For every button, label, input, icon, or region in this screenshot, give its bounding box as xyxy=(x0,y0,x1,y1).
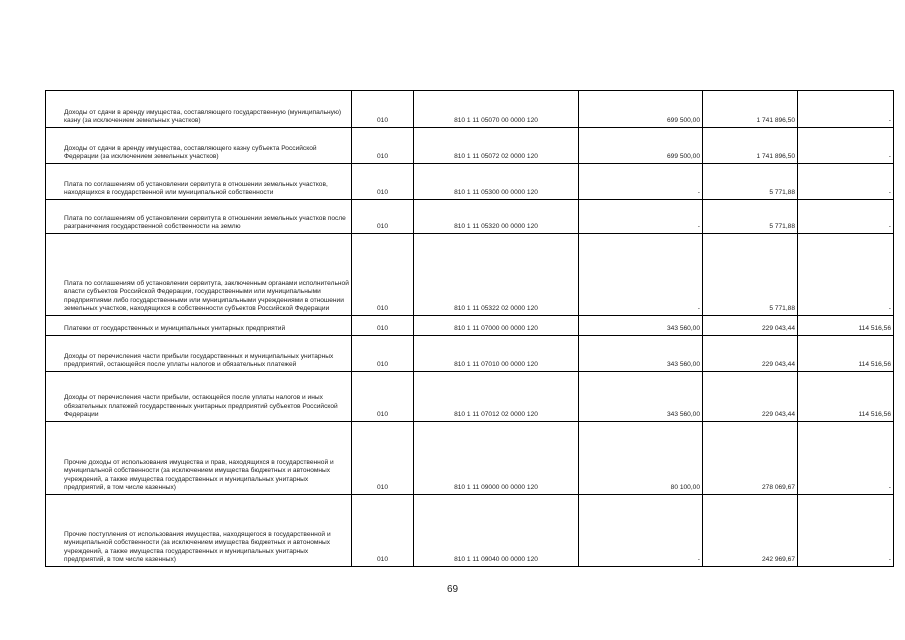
row-plan: 343 560,00 xyxy=(579,316,703,336)
row-code: 010 xyxy=(352,372,414,422)
row-code: 010 xyxy=(352,495,414,567)
row-fact: 242 969,67 xyxy=(703,495,798,567)
row-fact: 229 043,44 xyxy=(703,336,798,372)
row-remainder: - xyxy=(798,164,894,200)
row-kbk: 810 1 11 07010 00 0000 120 xyxy=(414,336,579,372)
row-kbk: 810 1 11 09040 00 0000 120 xyxy=(414,495,579,567)
row-plan: - xyxy=(579,200,703,234)
revenue-table xyxy=(45,90,894,567)
row-kbk: 810 1 11 05300 00 0000 120 xyxy=(414,164,579,200)
table-row xyxy=(46,164,894,200)
row-plan: 699 500,00 xyxy=(579,91,703,128)
row-code: 010 xyxy=(352,234,414,316)
row-name: Прочие доходы от использования имущества и прав, находящихся в государственной и муниципальной собственности (за исключением имущества бюджетных и автономных учреждений, а также имущества государственных и муниципальных унитарных предприятий, в том числе казенных) xyxy=(46,422,352,495)
page-number: 69 xyxy=(446,584,459,595)
row-kbk: 810 1 11 07000 00 0000 120 xyxy=(414,316,579,336)
table-row xyxy=(46,495,894,567)
row-code: 010 xyxy=(352,316,414,336)
row-remainder: - xyxy=(798,422,894,495)
table-row xyxy=(46,422,894,495)
row-fact: 1 741 896,50 xyxy=(703,91,798,128)
row-name: Плата по соглашениям об установлении сервитута, заключенным органами исполнительной власти субъектов Российской Федерации, государственными или муниципальными предприятиями либо государственными или муниципальными учреждениями в отношении земельных участков, находящихся в собственности субъектов Российской Федерации xyxy=(46,234,352,316)
row-remainder: - xyxy=(798,495,894,567)
row-plan: - xyxy=(579,234,703,316)
row-remainder: - xyxy=(798,234,894,316)
row-kbk: 810 1 11 09000 00 0000 120 xyxy=(414,422,579,495)
row-plan: 343 560,00 xyxy=(579,372,703,422)
row-fact: 278 069,67 xyxy=(703,422,798,495)
row-name: Плата по соглашениям об установлении сервитута в отношении земельных участков после разграничения государственной собственности на землю xyxy=(46,200,352,234)
row-remainder: 114 516,56 xyxy=(798,372,894,422)
table-row xyxy=(46,91,894,128)
row-fact: 229 043,44 xyxy=(703,372,798,422)
row-remainder: 114 516,56 xyxy=(798,316,894,336)
row-plan: 699 500,00 xyxy=(579,128,703,164)
row-code: 010 xyxy=(352,128,414,164)
row-name: Доходы от перечисления части прибыли, остающейся после уплаты налогов и иных обязательных платежей государственных унитарных предприятий субъектов Российской Федерации xyxy=(46,372,352,422)
row-name: Прочие поступления от использования имущества, находящегося в государственной и муниципальной собственности (за исключением имущества бюджетных и автономных учреждений, а также имущества государственных и муниципальных унитарных предприятий, в том числе казенных) xyxy=(46,495,352,567)
row-name: Плата по соглашениям об установлении сервитута в отношении земельных участков, находящихся в государственной или муниципальной собственности xyxy=(46,164,352,200)
row-name: Доходы от перечисления части прибыли государственных и муниципальных унитарных предприятий, остающейся после уплаты налогов и обязательных платежей xyxy=(46,336,352,372)
row-remainder: - xyxy=(798,200,894,234)
row-code: 010 xyxy=(352,164,414,200)
table-row xyxy=(46,336,894,372)
row-fact: 5 771,88 xyxy=(703,164,798,200)
row-kbk: 810 1 11 05320 00 0000 120 xyxy=(414,200,579,234)
row-plan: - xyxy=(579,495,703,567)
row-code: 010 xyxy=(352,422,414,495)
table-row xyxy=(46,200,894,234)
table-row xyxy=(46,234,894,316)
row-fact: 5 771,88 xyxy=(703,234,798,316)
row-kbk: 810 1 11 05072 02 0000 120 xyxy=(414,128,579,164)
table-row xyxy=(46,316,894,336)
row-remainder: - xyxy=(798,91,894,128)
table-body xyxy=(46,91,894,567)
table-row xyxy=(46,128,894,164)
row-fact: 5 771,88 xyxy=(703,200,798,234)
row-plan: 343 560,00 xyxy=(579,336,703,372)
row-fact: 1 741 896,50 xyxy=(703,128,798,164)
row-remainder: 114 516,56 xyxy=(798,336,894,372)
row-kbk: 810 1 11 07012 02 0000 120 xyxy=(414,372,579,422)
row-kbk: 810 1 11 05070 00 0000 120 xyxy=(414,91,579,128)
row-code: 010 xyxy=(352,200,414,234)
row-name: Платежи от государственных и муниципальных унитарных предприятий xyxy=(46,316,352,336)
row-code: 010 xyxy=(352,336,414,372)
table-row xyxy=(46,372,894,422)
row-kbk: 810 1 11 05322 02 0000 120 xyxy=(414,234,579,316)
row-plan: - xyxy=(579,164,703,200)
row-name: Доходы от сдачи в аренду имущества, составляющего казну субъекта Российской Федерации (за исключением земельных участков) xyxy=(46,128,352,164)
row-plan: 80 100,00 xyxy=(579,422,703,495)
row-name: Доходы от сдачи в аренду имущества, составляющего государственную (муниципальную) казну (за исключением земельных участков) xyxy=(46,91,352,128)
row-remainder: - xyxy=(798,128,894,164)
row-code: 010 xyxy=(352,91,414,128)
row-fact: 229 043,44 xyxy=(703,316,798,336)
